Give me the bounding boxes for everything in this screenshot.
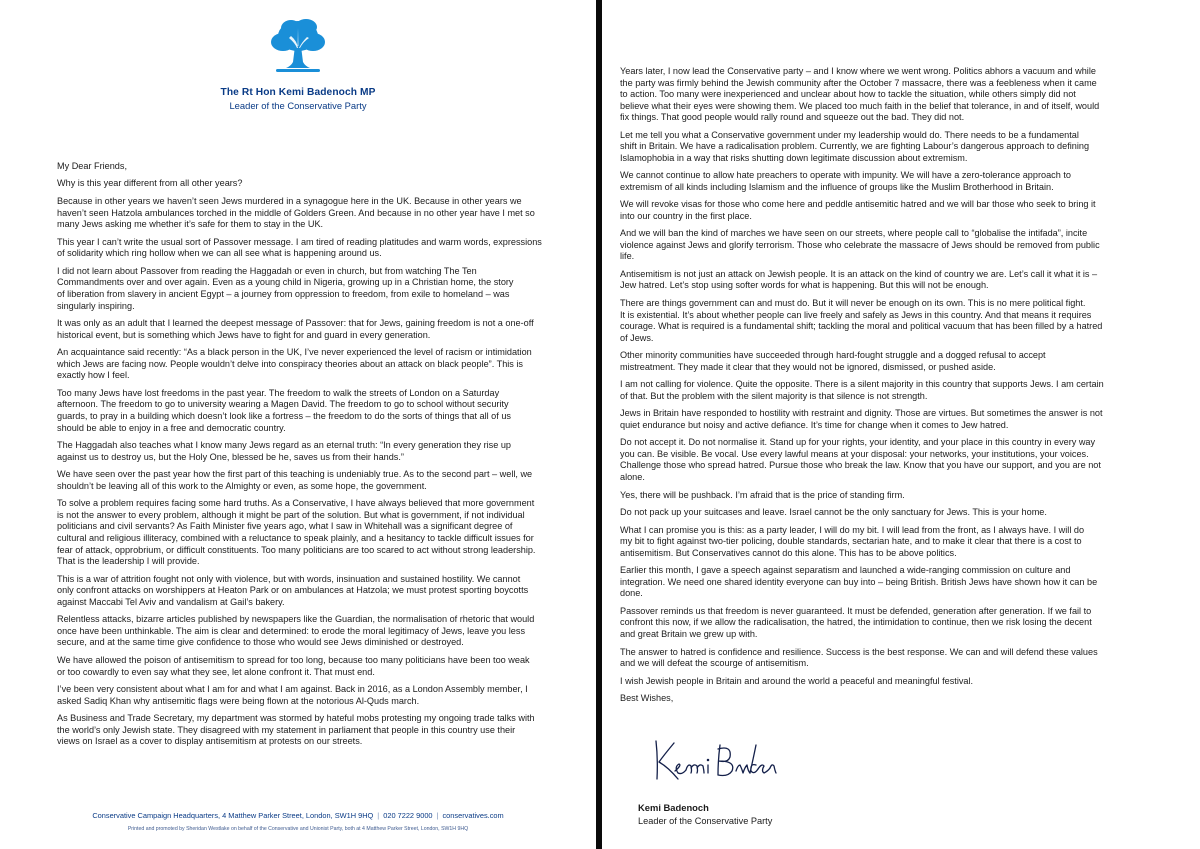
- footer-separator: |: [436, 811, 439, 820]
- paragraph: To solve a problem requires facing some hard truths. As a Conservative, I have always believed that more government is not the answer to every problem, although it might be part of the solution. But what is government, if not individual politicians and civil servants? As Faith Minister five years ago, what I saw in Whitehall was a significant degree of cultural and religious illiteracy, combined with a reluctance to speak plainly, and a hesitancy to tackle difficult issues for fear of attack, opprobrium, or difficult constituents. Too many politicians are too scared to act without strong leadership. That is the leadership I will provide.: [57, 498, 536, 567]
- paragraph: Do not accept it. Do not normalise it. Stand up for your rights, your identity, and your place in this country in every way you can. Be visible. Be vocal. Use every lawful means at your disposal: your networks, your institutions, your voices. Challenge those who spread hatred. Pursue those who break the law. Know that you have our support, and you are not alone.: [620, 437, 1101, 482]
- paragraph: I’ve been very consistent about what I am for and what I am against. Back in 2016, as a London Assembly member, I asked Sadiq Khan why antisemitic flags were being flown at the notorious Al-Quds march.: [57, 684, 528, 706]
- paragraph: The answer to hatred is confidence and resilience. Success is the best response. We can and will defend these values and we will defeat the scourge of antisemitism.: [620, 646, 1098, 668]
- paragraph: It was only as an adult that I learned the deepest message of Passover: that for Jews, gaining freedom is not a one-off historical event, but is something which Jews have to fight for and guard in every generation.: [57, 317, 534, 340]
- footer-phone: 020 7222 9000: [383, 811, 433, 820]
- letterhead: [0, 16, 596, 111]
- signatory-title: Leader of the Conservative Party: [638, 816, 773, 826]
- paragraph: Jews in Britain have responded to hostility with restraint and dignity. Those are virtues. But sometimes the answer is not quiet endurance but noisy and active defiance. It’s time for change when it comes to Jew hatred.: [620, 408, 1103, 430]
- footer-address: Conservative Campaign Headquarters, 4 Matthew Parker Street, London, SW1H 9HQ: [92, 811, 374, 820]
- paragraph: The Haggadah also teaches what I know many Jews regard as an eternal truth: “In every generation they rise up against us to destroy us, but the Holy One, blessed be he, saves us from their hands.”: [57, 440, 511, 462]
- footer-imprint: Printed and promoted by Sheridan Westlake on behalf of the Conservative and Unionist Party, both at 4 Matthew Parker Street, London, SW1H 9HQ: [127, 826, 469, 832]
- paragraph: Relentless attacks, bizarre articles published by newspapers like the Guardian, the normalisation of rhetoric that would once have been unthinkable. The aim is clear and determined: to erode the moral legitimacy of Jews, leave you less secure, and at the same time give confidence to those who would see Jews diminished or destroyed.: [57, 614, 535, 648]
- letter-body-left: [57, 161, 573, 754]
- paragraph: Why is this year different from all other years?: [57, 178, 243, 189]
- paragraph: Earlier this month, I gave a speech against separatism and launched a wide-ranging commission on culture and integration. We need one shared identity everyone can buy into – being British. British Jews have shown how it can be done.: [620, 565, 1098, 599]
- paragraph: We have allowed the poison of antisemitism to spread for too long, because too many politicians have been too weak or too cowardly to even say what they see, let alone confront it. That must end.: [57, 654, 530, 677]
- paragraph: Because in other years we haven’t seen Jews murdered in a synagogue here in the UK. Because in other years we haven’t seen Hatzola ambulances torched in the middle of Golders Green. And because in no other year have I met so many Jews asking me whether it’s safe for them to stay in the UK.: [57, 195, 535, 230]
- sign-off: Best Wishes,: [620, 693, 674, 704]
- paragraph: Too many Jews have lost freedoms in the past year. The freedom to walk the streets of London on a Saturday afternoon. The freedom to go to university wearing a Magen David. The freedom to go to school without security guards, to pray in a building which doesn’t look like a fortress – the freedom to do the sorts of things that all of us should be able to enjoy in a free and democratic country.: [57, 387, 511, 433]
- paragraph: I am not calling for violence. Quite the opposite. There is a silent majority in this country that supports Jews. I am certain of that. But the problem with the silent majority is that silence is not strength.: [620, 379, 1104, 401]
- paragraph: Let me tell you what a Conservative government under my leadership would do. There needs to be a fundamental shift in Britain. We have a radicalisation problem. Currently, we are fighting Labour’s dangerous approach to defining Islamophobia in a way that risks shutting down legitimate discussion about extremism.: [620, 129, 1090, 163]
- paragraph: Passover reminds us that freedom is never guaranteed. It must be defended, generation after generation. If we fail to confront this now, if we allow the radicalisation, the hatred, the intimidation to continue, then we risk losing the decent and great Britain we grew up with.: [620, 605, 1092, 639]
- paragraph: Yes, there will be pushback. I’m afraid that is the price of standing firm.: [620, 489, 905, 500]
- footer-contact: [0, 811, 596, 820]
- letterhead-name: The Rt Hon Kemi Badenoch MP: [220, 87, 376, 98]
- footer-website[interactable]: conservatives.com: [442, 811, 504, 820]
- paragraph: My Dear Friends,: [57, 161, 127, 171]
- letter-footer: [0, 811, 596, 832]
- paragraph: Years later, I now lead the Conservative party – and I know where we went wrong. Politics abhors a vacuum and while the party was firmly behind the Jewish community after the October 7 massacre, there was a feebleness when it came to action. Too many were inexperienced and unclear about how to tackle the situation, while others simply did not believe what their eyes were showing them. We placed too much faith in the belief that tolerance, in and of itself, would fix things. That good people would rally round and squeeze out the bad. They did not.: [620, 66, 1100, 122]
- signatory-name: Kemi Badenoch: [638, 802, 709, 813]
- letterhead-title: Leader of the Conservative Party: [229, 100, 367, 111]
- conservative-tree-icon: [269, 16, 327, 76]
- paragraph: An acquaintance said recently: “As a black person in the UK, I’ve never experienced the level of racism or intimidation which Jews are facing now. People wouldn’t delve into conspiracy theories about an attack on black people”. This is exactly how I feel.: [57, 347, 532, 381]
- paragraph: What I can promise you is this: as a party leader, I will do my bit. I will lead from the front, as I always have. I will do my bit to fight against two-tier policing, double standards, sectarian hate, and to make it clear that there is a cost to antisemitism. But Conservatives cannot do this alone. This has to be above politics.: [620, 524, 1085, 558]
- paragraph: I wish Jewish people in Britain and around the world a peaceful and meaningful festival.: [620, 675, 974, 686]
- paragraph: Antisemitism is not just an attack on Jewish people. It is an attack on the kind of country we are. Let’s call it what it is – Jew hatred. Let’s stop using softer words for what is happening. But this will not be enough.: [620, 268, 1098, 291]
- page-divider: [596, 0, 602, 849]
- paragraph: We cannot continue to allow hate preachers to operate with impunity. We will have a zero-tolerance approach to extremism of all kinds including Islamism and the influence of groups like the Muslim Brotherhood in Britain.: [620, 170, 1071, 192]
- paragraph: I did not learn about Passover from reading the Haggadah or even in church, but from watching The Ten Commandments over and over again. Even as a young child in Nigeria, growing up in a Christian home, the story of liberation from slavery in ancient Egypt – a journey from oppression to freedom, from exile to homeland – was singularly inspiring.: [57, 265, 514, 311]
- paragraph: And we will ban the kind of marches we have seen on our streets, where people call to “globalise the intifada”, incite violence against Jews and glorify terrorism. Those who celebrate the massacre of Jews should be removed from public life.: [620, 228, 1100, 262]
- letter-body-right: [620, 66, 1180, 711]
- paragraph: Other minority communities have succeeded through hard-fought struggle and a dogged refusal to accept mistreatment. They made it clear that they would not be ignored, dismissed, or pushed aside.: [620, 350, 1046, 372]
- footer-separator: |: [377, 811, 380, 820]
- paragraph: As Business and Trade Secretary, my department was stormed by hateful mobs protesting my ongoing trade talks with the world’s only Jewish state. They disagreed with my statement in parliament that people in this country use their views on Israel as a cover to display antisemitism at protests on our streets.: [57, 713, 535, 747]
- paragraph: We have seen over the past year how the first part of this teaching is undeniably true. As to the second part – well, we shouldn’t be leaving all of this work to the Almighty or even, as some hope, the government.: [57, 469, 533, 491]
- paragraph: This is a war of attrition fought not only with violence, but with words, insinuation and sustained hostility. We cannot only confront attacks on worshippers at Heaton Park or on ambulances at Hatzola; we must protest sporting boycotts against Maccabi Tel Aviv and vandalism at Gail’s bakery.: [57, 573, 529, 607]
- paragraph: This year I can’t write the usual sort of Passover message. I am tired of reading platitudes and warm words, expressions of solidarity which ring hollow when we can all see what is happening around us.: [57, 236, 542, 259]
- paragraph: Do not pack up your suitcases and leave. Israel cannot be the only sanctuary for Jews. This is your home.: [620, 507, 1047, 518]
- handwritten-signature: [648, 735, 778, 791]
- paragraph: There are things government can and must do. But it will never be enough on its own. This is no mere political fight. It is existential. It’s about whether people can live freely and safely as Jews in this country. And that means it requires courage. What is required is a fundamental shift; tackling the moral and political vacuum that has been filled by a hatred of Jews.: [620, 298, 1103, 343]
- paragraph: We will revoke visas for those who come here and peddle antisemitic hatred and we will bar those who seek to bring it into our country in the first place.: [620, 199, 1096, 221]
